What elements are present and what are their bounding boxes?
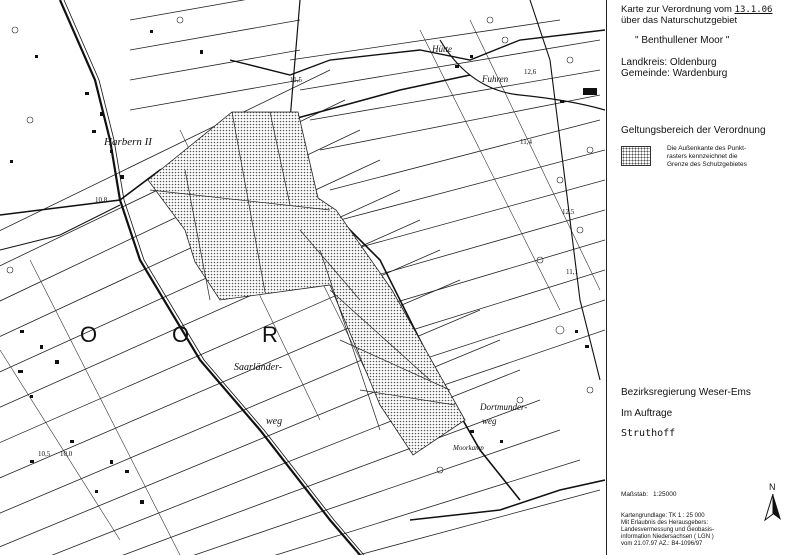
swatch-text-line: Grenze des Schutzgebietes: [667, 161, 747, 168]
label-hutte: Hütte: [432, 44, 452, 54]
footer-line: Landesvermessung und Geobasis-: [621, 527, 715, 533]
label-big-letter-r: R: [262, 322, 278, 347]
label-elevation: 10,8: [95, 196, 108, 204]
label-moorkamp: Moorkamp: [453, 444, 484, 452]
label-dortmunder-weg: weg: [482, 416, 497, 426]
handwritten-date: 13.1.06: [734, 5, 773, 15]
label-elevation: 11,4: [520, 138, 532, 146]
label-saarlander: Saarländer-: [234, 362, 283, 373]
label-elevation: 12,6: [524, 68, 537, 76]
label-dortmunder: Dortmunder-: [480, 402, 528, 412]
footer-line: Mit Erlaubnis des Herausgebers:: [621, 520, 709, 526]
label-saarlander-weg: weg: [266, 416, 283, 427]
label-big-letter-o1: O: [80, 322, 98, 347]
gemeinde-line: Gemeinde: Wardenburg: [621, 68, 728, 79]
label-elevation: 10,5: [38, 450, 51, 458]
footer-line: vom 21.07.97 AZ.: B4-1096/97: [621, 541, 703, 547]
swatch-text-line: Die Außenkante des Punkt-: [667, 145, 747, 152]
on-behalf-label: Im Auftrage: [621, 408, 673, 419]
label-elevation: 12,5: [562, 208, 575, 216]
signature: Struthoff: [621, 428, 676, 439]
label-harbern: Harbern II: [104, 136, 152, 148]
label-elevation: 11,1: [566, 268, 578, 276]
landkreis-line: Landkreis: Oldenburg: [621, 57, 717, 68]
legend-panel: [606, 0, 800, 555]
north-letter: N: [769, 482, 776, 492]
reserve-area: [148, 112, 465, 455]
label-elevation: 10,0: [60, 450, 73, 458]
scope-heading: Geltungsbereich der Verordnung: [621, 125, 766, 136]
footer-line: information Niedersachsen ( LGN ): [621, 534, 714, 540]
authority-name: Bezirksregierung Weser-Ems: [621, 387, 751, 398]
scale-label: Maßstab:: [621, 491, 649, 498]
label-big-letter-o2: O: [172, 322, 190, 347]
label-fuhren: Fuhren: [482, 74, 509, 84]
legend-title-text: Karte zur Verordnung vom: [621, 4, 732, 15]
reserve-name: " Benthullener Moor ": [635, 35, 730, 46]
footer-line: Kartengrundlage: TK 1 : 25 000: [621, 513, 705, 519]
scale-value: 1:25000: [653, 491, 677, 498]
label-elevation: 11,5: [290, 76, 302, 84]
reserve-swatch: [621, 146, 651, 166]
swatch-text-line: rasters kennzeichnet die: [667, 153, 738, 160]
legend-title-line2: über das Naturschutzgebiet: [621, 15, 738, 26]
north-arrow-icon: [763, 494, 783, 522]
